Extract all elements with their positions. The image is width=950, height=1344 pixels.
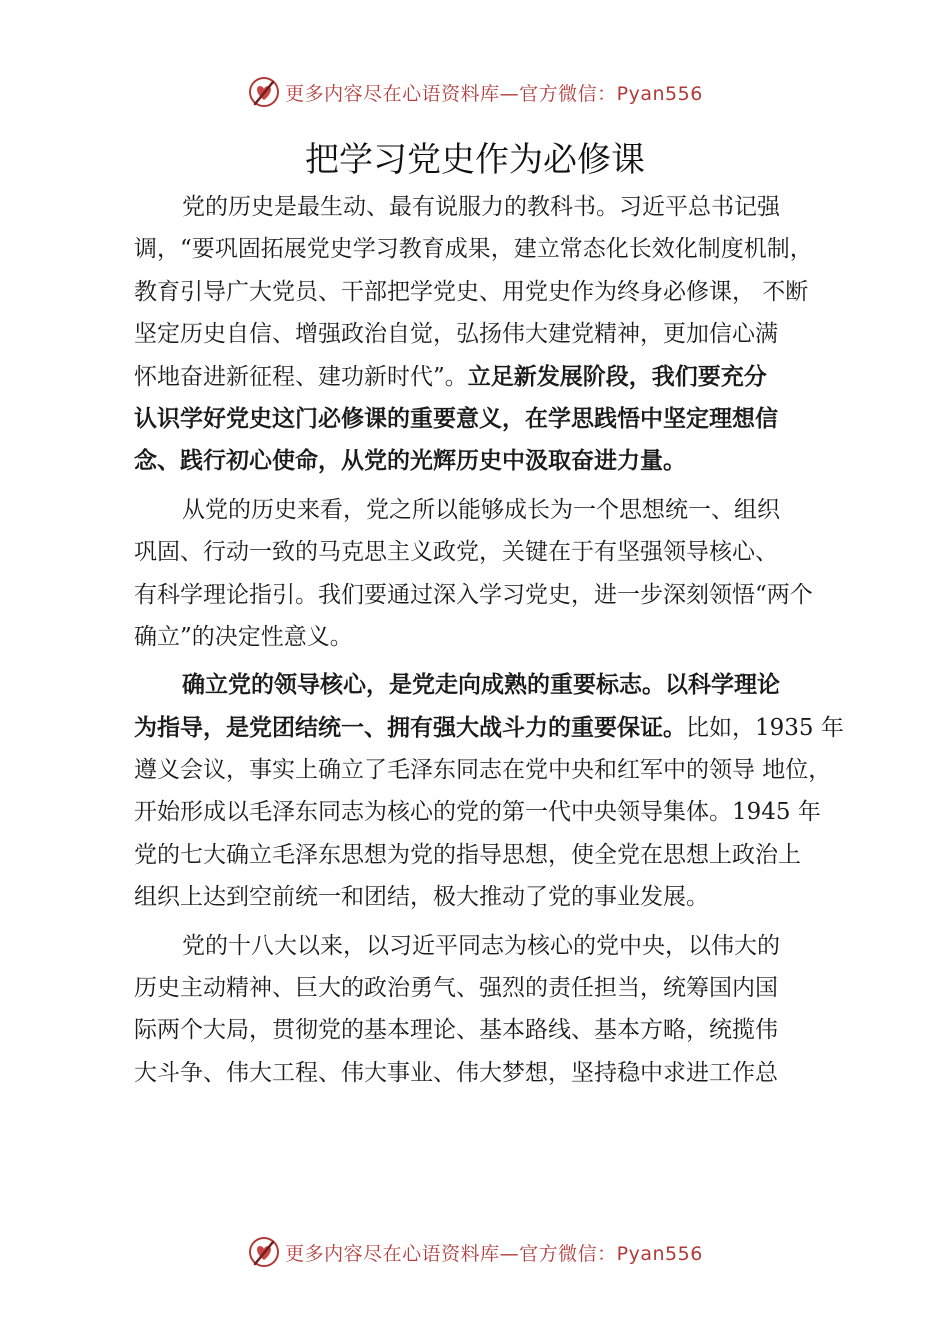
bold-text-segment: 立足新发展阶段，我们要充分 [467, 362, 767, 390]
body-text-line [134, 531, 854, 573]
body-text-line [134, 876, 854, 918]
text-segment: 大斗争、伟大工程、伟大事业、伟大梦想，坚持稳中求进工作总 [134, 1059, 778, 1086]
body-text-line [134, 967, 854, 1009]
body-text-line [134, 574, 854, 616]
body-text-line [134, 925, 854, 967]
body-text-line [134, 313, 854, 355]
bold-text-segment: 认识学好党史这门必修课的重要意义，在学思践悟中坚定理想信 [134, 404, 778, 432]
watermark-text: 更多内容尽在心语资料库—官方微信：Pyan556 [285, 82, 703, 105]
body-text-line [134, 398, 854, 440]
body-text-line [134, 271, 854, 313]
body-text-line [134, 228, 854, 270]
text-segment: 党的七大确立毛泽东思想为党的指导思想，使全党在思想上政治上 [134, 841, 801, 868]
document-title: 把学习党史作为必修课 [305, 140, 645, 180]
text-segment: 遵义会议，事实上确立了毛泽东同志在党中央和红军中的领导 地位， [134, 757, 832, 784]
text-segment: 怀地奋进新征程、建功新时代”。 [134, 363, 468, 390]
text-segment: 从党的历史来看，党之所以能够成长为一个思想统一、组织 [182, 496, 780, 523]
text-segment: 确立”的决定性意义。 [134, 623, 353, 650]
body-text-line [134, 489, 854, 531]
text-segment: 调，“要巩固拓展党史学习教育成果，建立常态化长效化制度机制， [134, 236, 813, 263]
header-watermark-banner [0, 72, 950, 112]
text-segment: 党的十八大以来，以习近平同志为核心的党中央，以伟大的 [182, 932, 780, 959]
text-segment: 党的历史是最生动、最有说服力的教科书。习近平总书记强 [182, 194, 780, 220]
document-body [134, 186, 854, 1094]
bold-text-segment: 确立党的领导核心，是党走向成熟的重要标志。以科学理论 [182, 671, 780, 699]
text-segment: 组织上达到空前统一和团结，极大推动了党的事业发展。 [134, 884, 709, 911]
body-text-line [134, 834, 854, 876]
body-text-line [134, 186, 854, 228]
text-segment: 历史主动精神、巨大的政治勇气、强烈的责任担当，统筹国内国 [134, 975, 778, 1002]
body-text-line [134, 1009, 854, 1051]
body-text-line [134, 791, 854, 833]
text-segment: 际两个大局，贯彻党的基本理论、基本路线、基本方略，统揽伟 [134, 1017, 778, 1044]
body-text-line [134, 1052, 854, 1094]
body-text-line [134, 440, 854, 482]
heart-pen-logo-icon [247, 1235, 281, 1269]
body-text-line [134, 749, 854, 791]
text-segment: 比如，1935 年 [686, 714, 844, 741]
body-text-line [134, 707, 854, 749]
body-text-line [134, 664, 854, 706]
watermark-text: 更多内容尽在心语资料库—官方微信：Pyan556 [285, 1242, 703, 1265]
bold-text-segment: 为指导，是党团结统一、拥有强大战斗力的重要保证。 [134, 713, 686, 741]
footer-watermark-banner [0, 1232, 950, 1272]
text-segment: 开始形成以毛泽东同志为核心的党的第一代中央领导集体。1945 年 [134, 799, 821, 826]
body-text-line [134, 616, 854, 658]
text-segment: 有科学理论指引。我们要通过深入学习党史，进一步深刻领悟“两个 [134, 581, 813, 608]
text-segment: 坚定历史自信、增强政治自觉，弘扬伟大建党精神，更加信心满 [134, 321, 778, 348]
bold-text-segment: 念、践行初心使命，从党的光辉历史中汲取奋进力量。 [134, 447, 686, 475]
text-segment: 教育引导广大党员、干部把学党史、用党史作为终身必修课， 不断 [134, 278, 809, 305]
body-text-line [134, 356, 854, 398]
text-segment: 巩固、行动一致的马克思主义政党，关键在于有坚强领导核心、 [134, 539, 778, 566]
heart-pen-logo-icon [247, 75, 281, 109]
